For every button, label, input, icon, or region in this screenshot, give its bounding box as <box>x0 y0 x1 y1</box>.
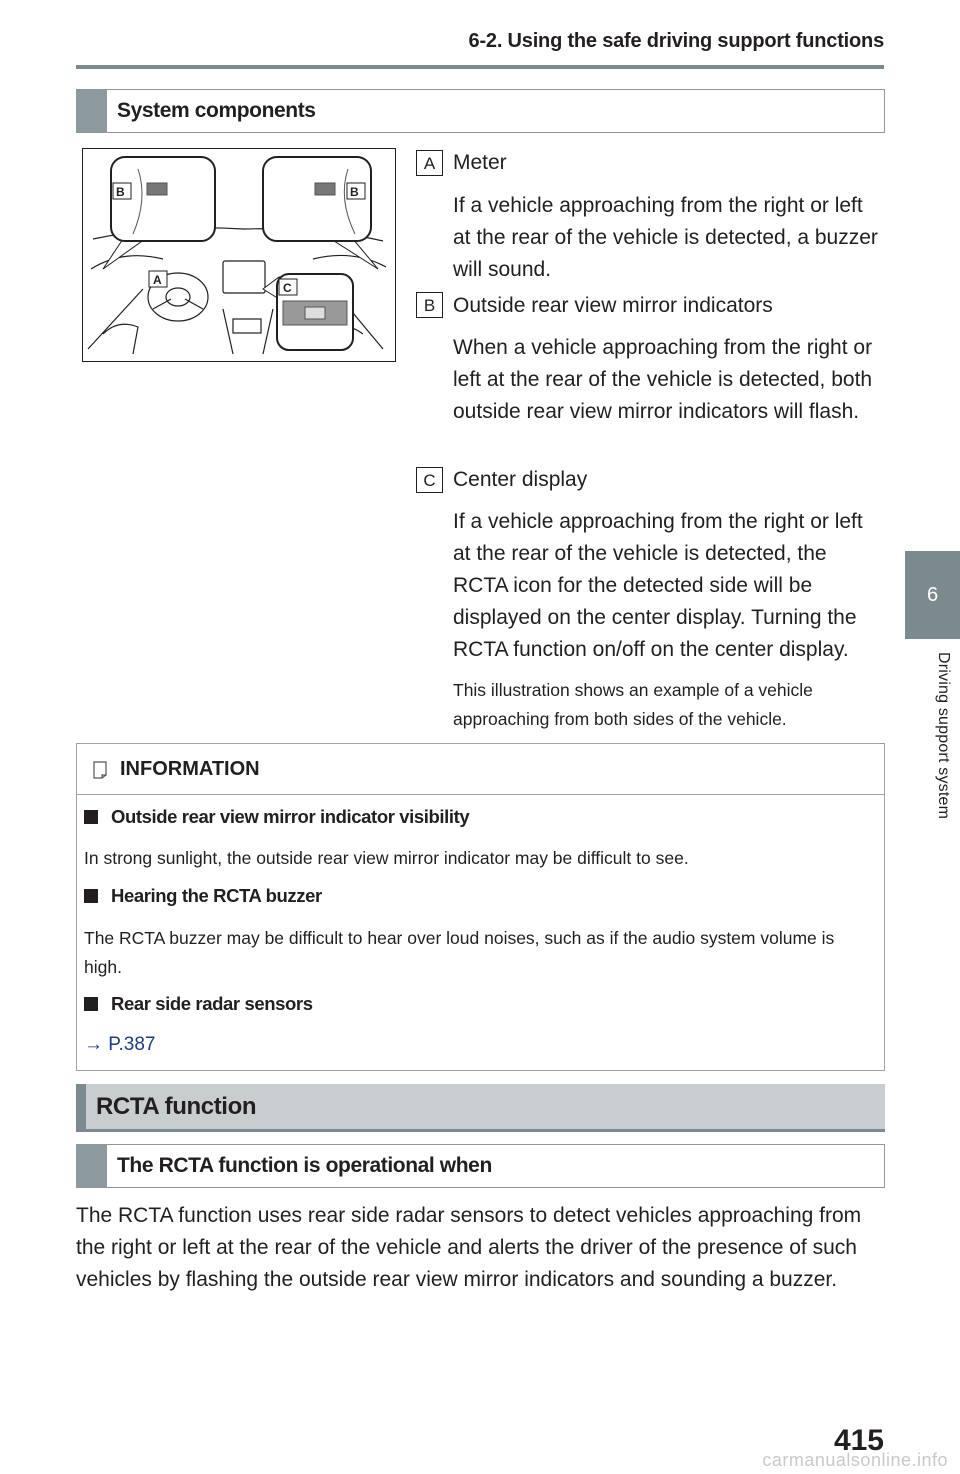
page-reference-link[interactable]: → P.387 <box>84 1034 156 1055</box>
callout-b-left: B <box>116 185 125 199</box>
rcta-body-text: The RCTA function uses rear side radar sensors to detect vehicles approaching from the right or left at the rear of the vehicle and alerts the driver of the presence of such vehicles by flashing the outside rear view mirror indicators and sounding a buzzer. <box>76 1204 862 1291</box>
info-heading-text: Outside rear view mirror indicator visibility <box>111 806 470 827</box>
info-heading-visibility <box>84 806 469 828</box>
callout-a: A <box>153 273 162 287</box>
rcta-section-heading <box>76 1084 885 1132</box>
square-bullet-icon <box>84 810 98 824</box>
section-header-title: 6-2. Using the safe driving support functions <box>468 30 884 52</box>
label-a-badge: A <box>416 150 443 176</box>
item-a-text: If a vehicle approaching from the right or left at the rear of the vehicle is detected, a buzzer will sound. <box>453 194 878 281</box>
watermark: carmanualsonline.info <box>762 1450 948 1470</box>
system-components-title: System components <box>117 99 316 122</box>
callout-c: C <box>283 281 292 295</box>
info-heading-text: Rear side radar sensors <box>111 993 313 1014</box>
info-heading-buzzer <box>84 885 322 907</box>
rcta-section-title: RCTA function <box>96 1092 257 1120</box>
label-c-badge: C <box>416 467 443 493</box>
cockpit-drawing <box>83 149 394 360</box>
chapter-tab[interactable] <box>905 551 960 639</box>
rcta-operational-heading <box>76 1144 885 1188</box>
chapter-number: 6 <box>926 584 939 606</box>
item-b-title: Outside rear view mirror indicators <box>453 294 773 317</box>
dashboard-illustration <box>82 148 396 362</box>
chapter-label: Driving support system <box>935 652 952 820</box>
information-box <box>76 743 885 1071</box>
square-bullet-icon <box>84 889 98 903</box>
information-header <box>77 744 884 795</box>
page-number: 415 <box>833 1424 884 1457</box>
rcta-operational-title: The RCTA function is operational when <box>117 1154 492 1177</box>
heading-accent-bar <box>77 1145 107 1187</box>
info-text-buzzer: The RCTA buzzer may be difficult to hear over loud noises, such as if the audio system volume is high. <box>84 928 835 977</box>
information-title: INFORMATION <box>120 758 260 780</box>
illustration-note: This illustration shows an example of a vehicle approaching from both sides of the vehicle. <box>453 680 813 729</box>
info-heading-radar <box>84 993 313 1015</box>
header-divider <box>76 65 884 69</box>
item-c-title: Center display <box>453 468 588 491</box>
label-b-badge: B <box>416 292 443 318</box>
info-text-visibility: In strong sunlight, the outside rear view mirror indicator may be difficult to see. <box>84 848 689 868</box>
item-b-text: When a vehicle approaching from the right or left at the rear of the vehicle is detected, both outside rear view mirror indicators will flash. <box>453 336 873 423</box>
callout-b-right: B <box>350 185 359 199</box>
note-icon <box>92 761 108 779</box>
square-bullet-icon <box>84 997 98 1011</box>
item-c-text: If a vehicle approaching from the right or left at the rear of the vehicle is detected, the RCTA icon for the detected side will be displayed on the center display. Turning the RCTA function on/off on the center display. <box>453 510 863 661</box>
item-a-title: Meter <box>453 151 507 174</box>
section-accent-bar <box>76 1084 86 1129</box>
heading-accent-bar <box>77 90 107 132</box>
system-components-heading <box>76 89 885 133</box>
info-heading-text: Hearing the RCTA buzzer <box>111 885 322 906</box>
